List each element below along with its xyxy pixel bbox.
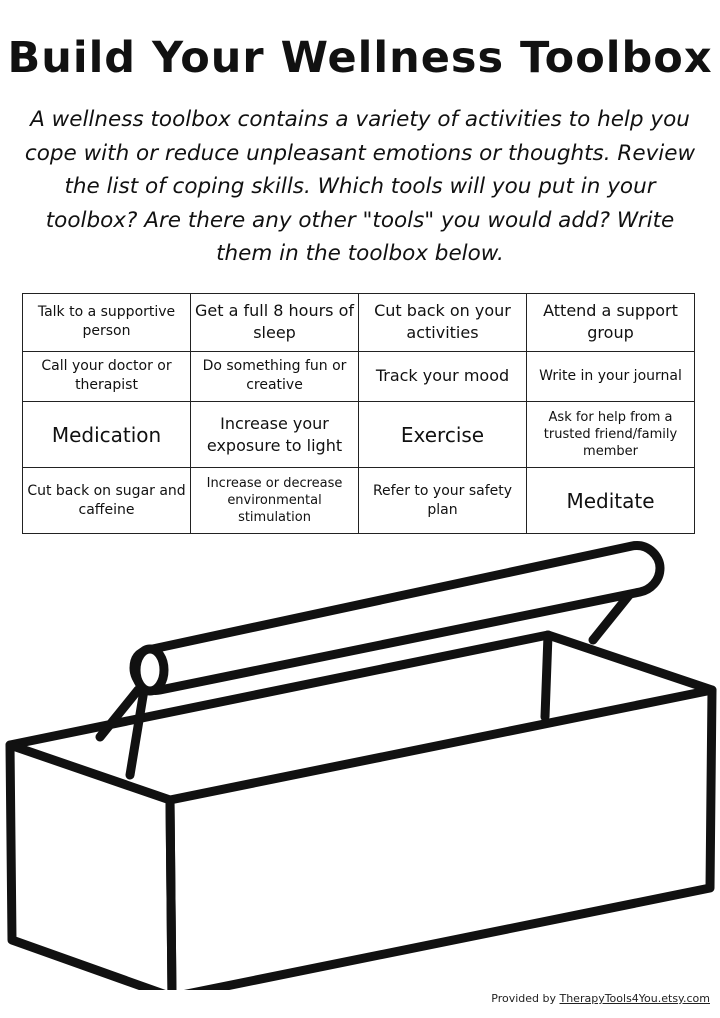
page-title: Build Your Wellness Toolbox bbox=[7, 33, 713, 83]
toolbox-drawing bbox=[0, 535, 720, 990]
footer-link[interactable]: TherapyTools4You.etsy.com bbox=[559, 992, 710, 1005]
skill-cell: Write in your journal bbox=[527, 351, 695, 402]
handle-end-cap bbox=[136, 649, 164, 691]
skill-cell: Track your mood bbox=[359, 351, 527, 402]
box-front-face bbox=[170, 690, 712, 990]
skill-cell: Exercise bbox=[359, 402, 527, 468]
footer-prefix: Provided by bbox=[491, 992, 560, 1005]
table-row bbox=[23, 351, 695, 402]
skill-cell: Cut back on sugar and caffeine bbox=[23, 468, 191, 534]
skill-cell: Attend a support group bbox=[527, 294, 695, 352]
skill-cell: Meditate bbox=[527, 468, 695, 534]
skill-cell: Refer to your safety plan bbox=[359, 468, 527, 534]
skill-cell: Talk to a supportive person bbox=[23, 294, 191, 352]
skill-cell: Call your doctor or therapist bbox=[23, 351, 191, 402]
footer-credit bbox=[491, 991, 710, 1007]
skill-cell: Increase your exposure to light bbox=[191, 402, 359, 468]
box-inner-corner bbox=[545, 635, 548, 717]
skill-cell: Cut back on your activities bbox=[359, 294, 527, 352]
table-row bbox=[23, 294, 695, 352]
table-row bbox=[23, 468, 695, 534]
skill-cell: Do something fun or creative bbox=[191, 351, 359, 402]
intro-paragraph: A wellness toolbox contains a variety of activities to help you cope with or reduce unpleasant emotions or thoughts. Review the list of coping skills. Which tools will you put in your toolbox? Are there any other "tools" you would add? Write them in the toolbox below. bbox=[24, 107, 696, 266]
skill-cell: Ask for help from a trusted friend/family member bbox=[527, 402, 695, 468]
box-left-face bbox=[10, 745, 172, 990]
skill-cell: Increase or decrease environmental stimulation bbox=[191, 468, 359, 534]
coping-skills-table bbox=[22, 293, 695, 534]
skill-cell: Medication bbox=[23, 402, 191, 468]
skill-cell: Get a full 8 hours of sleep bbox=[191, 294, 359, 352]
table-row bbox=[23, 402, 695, 468]
